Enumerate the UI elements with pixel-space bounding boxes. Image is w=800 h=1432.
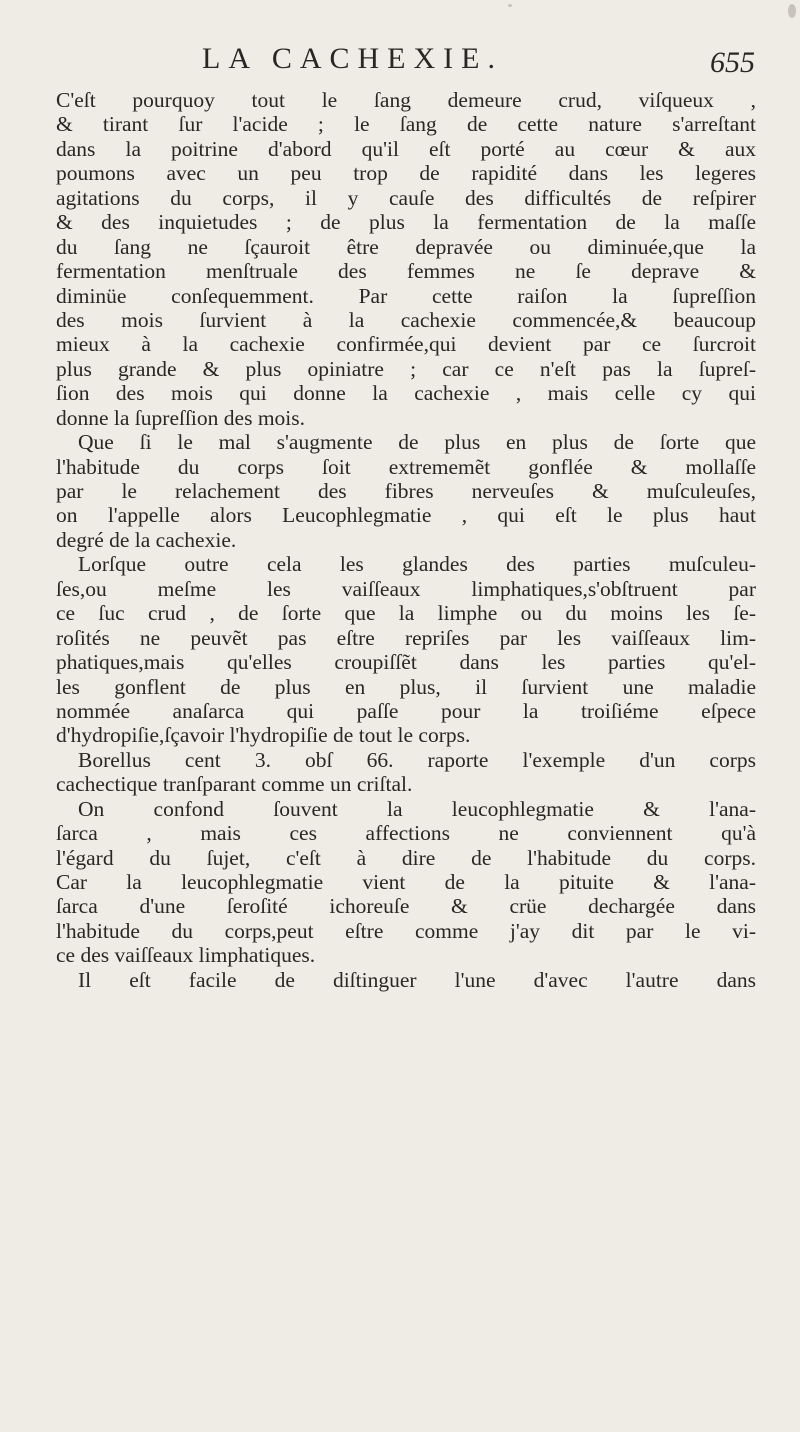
text-line: ſion des mois qui donne la cachexie , mais celle cy qui xyxy=(56,381,756,406)
text-line: par le relachement des fibres nerveuſes & muſculeuſes, xyxy=(56,479,756,503)
text-line: Que ſi le mal s'augmente de plus en plus de ſorte que xyxy=(78,430,756,455)
text-line: dans la poitrine d'abord qu'il eſt porté au cœur & aux xyxy=(56,136,756,161)
text-line: nommée anaſarca qui paſſe pour la troiſiéme eſpece xyxy=(56,698,756,723)
body-text xyxy=(56,88,756,992)
text-line: plus grande & plus opiniatre ; car ce n'eſt pas la ſupreſ- xyxy=(56,356,756,381)
text-line: les gonflent de plus en plus, il ſurvient une maladie xyxy=(56,674,756,699)
text-line: On confond ſouvent la leucophlegmatie & l'ana- xyxy=(78,796,756,821)
text-line: Car la leucophlegmatie vient de la pituite & l'ana- xyxy=(56,870,756,894)
running-title: LA CACHEXIE. xyxy=(202,42,503,75)
text-line: & tirant ſur l'acide ; le ſang de cette nature s'arreſtant xyxy=(56,112,756,137)
text-line: l'égard du ſujet, c'eſt à dire de l'habitude du corps. xyxy=(56,845,756,870)
text-line: agitations du corps, il y cauſe des difficultés de reſpirer xyxy=(56,185,756,210)
text-line: phatiques,mais qu'elles croupiſſẽt dans les parties qu'el- xyxy=(56,650,756,675)
text-line: poumons avec un peu trop de rapidité dans les legeres xyxy=(56,161,756,186)
ink-speck xyxy=(788,4,796,18)
text-line: ſarca , mais ces affections ne conviennent qu'à xyxy=(56,821,756,846)
text-line: roſités ne peuvẽt pas eſtre repriſes par les vaiſſeaux lim- xyxy=(56,625,756,650)
page-header xyxy=(0,42,800,92)
text-line: des mois ſurvient à la cachexie commencée,& beaucoup xyxy=(56,307,756,332)
text-line: l'habitude du corps,peut eſtre comme j'ay dit par le vi- xyxy=(56,918,756,943)
text-line: ſes,ou meſme les vaiſſeaux limphatiques,s'obſtruent par xyxy=(56,576,756,601)
text-line: Borellus cent 3. obſ 66. raporte l'exemple d'un corps xyxy=(78,747,756,772)
text-line: l'habitude du corps ſoit extrememẽt gonflée & mollaſſe xyxy=(56,454,756,479)
text-line: on l'appelle alors Leucophlegmatie , qui eſt le plus haut xyxy=(56,503,756,528)
text-line: diminüe conſequemment. Par cette raiſon la ſupreſſion xyxy=(56,283,756,308)
text-line: cachectique tranſparant comme un criſtal. xyxy=(56,772,413,797)
text-line: donne la ſupreſſion des mois. xyxy=(56,405,306,430)
text-line: ce ſuc crud , de ſorte que la limphe ou du moins les ſe- xyxy=(56,601,756,626)
text-line: Lorſque outre cela les glandes des parties muſculeu- xyxy=(78,552,756,577)
text-line: C'eſt pourquoy tout le ſang demeure crud, viſqueux , xyxy=(56,88,756,112)
text-line: d'hydropiſie,ſçavoir l'hydropiſie de tout le corps. xyxy=(56,723,471,748)
text-line: du ſang ne ſçauroit être depravée ou diminuée,que la xyxy=(56,234,756,259)
text-line: Il eſt facile de diſtinguer l'une d'avec l'autre dans xyxy=(78,967,756,992)
text-line: ſarca d'une ſeroſité ichoreuſe & crüe dechargée dans xyxy=(56,894,756,919)
text-line: mieux à la cachexie confirmée,qui devient par ce ſurcroit xyxy=(56,332,756,357)
text-line: & des inquietudes ; de plus la fermentation de la maſſe xyxy=(56,210,756,235)
text-line: degré de la cachexie. xyxy=(56,527,237,552)
text-line: ce des vaiſſeaux limphatiques. xyxy=(56,943,316,968)
text-line: fermentation menſtruale des femmes ne ſe deprave & xyxy=(56,259,756,284)
ink-speck xyxy=(508,4,512,7)
page-number: 655 xyxy=(710,46,755,79)
